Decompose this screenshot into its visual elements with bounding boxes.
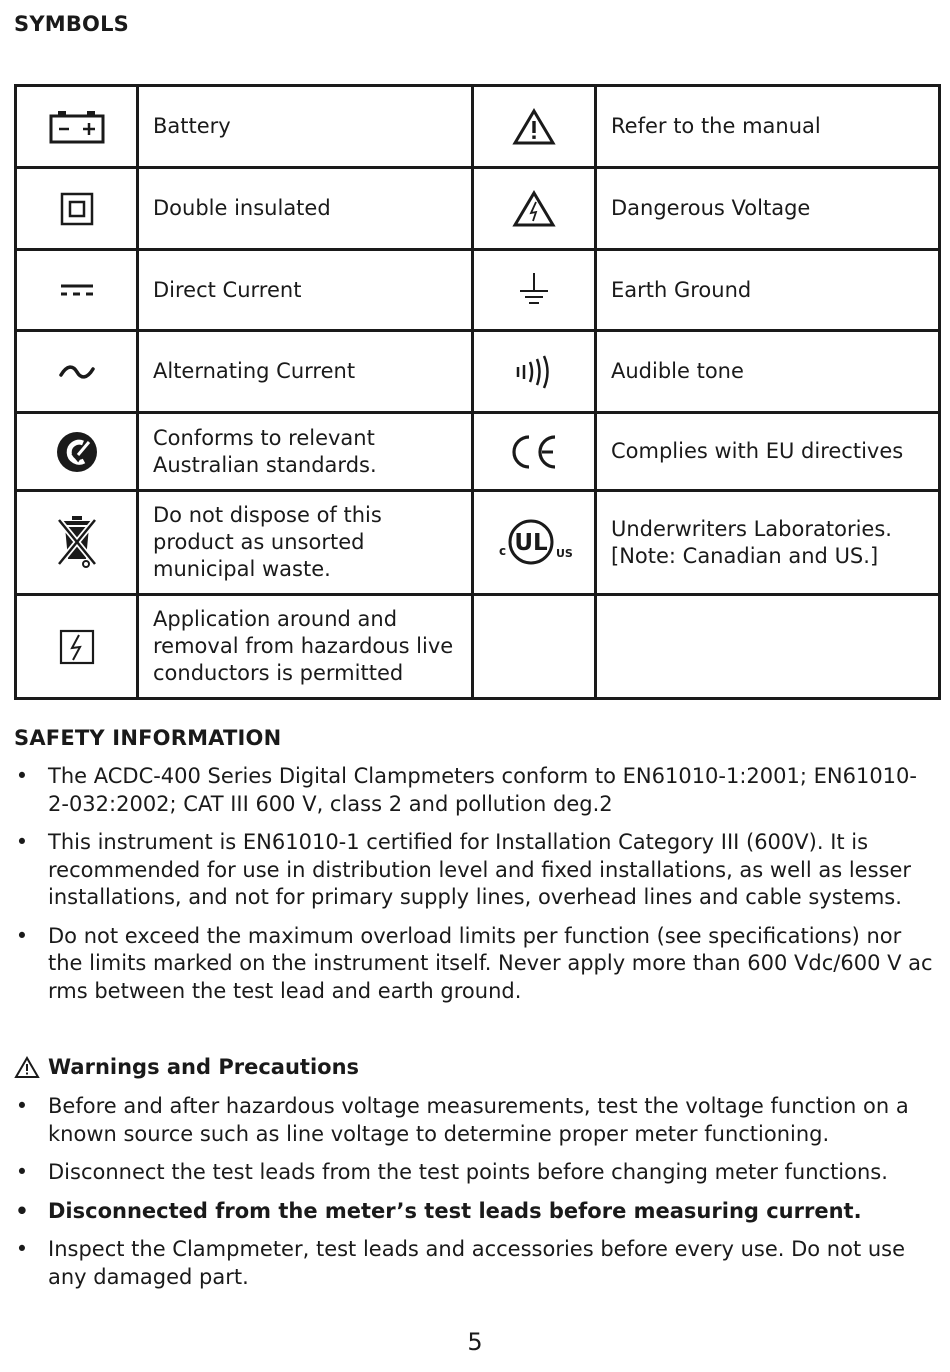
ul-mark-text: UL xyxy=(514,529,548,556)
symbol-label: Battery xyxy=(138,86,473,168)
bullet: • xyxy=(15,1094,29,1118)
list-item xyxy=(14,763,934,818)
ce-mark-icon xyxy=(473,413,596,491)
list-item-text: Disconnected from the meter’s test leads before measuring current. xyxy=(48,1198,862,1223)
list-item xyxy=(14,1198,934,1226)
symbol-label: Audible tone xyxy=(596,331,940,413)
symbol-label: Double insulated xyxy=(138,168,473,250)
bullet: • xyxy=(15,923,29,948)
symbol-label: Alternating Current xyxy=(138,331,473,413)
ul-us-text: US xyxy=(556,546,573,560)
symbol-row xyxy=(16,168,940,250)
bullet: • xyxy=(15,1198,29,1223)
symbol-label: Conforms to relevant Australian standards. xyxy=(138,413,473,491)
symbol-label: Do not dispose of this product as unsorted municipal waste. xyxy=(138,491,473,595)
empty-cell xyxy=(473,595,596,699)
warning-triangle-icon xyxy=(473,86,596,168)
symbol-row xyxy=(16,250,940,331)
list-item xyxy=(14,1093,934,1148)
ul-c-text: c xyxy=(499,543,507,558)
dangerous-voltage-icon xyxy=(473,168,596,250)
symbol-row xyxy=(16,331,940,413)
list-item-text: Inspect the Clampmeter, test leads and accessories before every use. Do not use any damaged part. xyxy=(48,1237,906,1289)
ul-mark-icon xyxy=(473,491,596,595)
list-item-text: Before and after hazardous voltage measurements, test the voltage function on a known source such as line voltage to determine proper meter functioning. xyxy=(48,1094,909,1146)
symbols-heading: SYMBOLS xyxy=(14,12,129,36)
bullet: • xyxy=(15,830,29,854)
list-item-text: This instrument is EN61010-1 certified for Installation Category III (600V). It is recommended for use in distribution level and fixed installations, as well as lesser installations, and not for primary supply lines, overhead lines and cable systems. xyxy=(48,830,912,909)
list-item xyxy=(14,829,934,912)
safety-list xyxy=(14,763,934,1016)
list-item-text: Disconnect the test leads from the test points before changing meter functions. xyxy=(48,1160,888,1184)
symbol-row xyxy=(16,86,940,168)
page-number: 5 xyxy=(467,1328,483,1356)
symbol-label: Refer to the manual xyxy=(596,86,940,168)
symbol-label: Earth Ground xyxy=(596,250,940,331)
earth-ground-icon xyxy=(473,250,596,331)
list-item xyxy=(14,1236,934,1291)
bullet: • xyxy=(15,1160,29,1184)
list-item xyxy=(14,1159,934,1187)
list-item-text: The ACDC-400 Series Digital Clampmeters conform to EN61010-1:2001; EN61010-2-032:2002; CAT III 600 V, class 2 and pollution deg.2 xyxy=(48,764,917,816)
c-tick-icon xyxy=(16,413,138,491)
safety-heading: SAFETY INFORMATION xyxy=(14,726,282,750)
direct-current-icon xyxy=(16,250,138,331)
empty-cell xyxy=(596,595,940,699)
symbol-label: Direct Current xyxy=(138,250,473,331)
bullet: • xyxy=(15,764,29,788)
audible-tone-icon xyxy=(473,331,596,413)
bullet: • xyxy=(15,1237,29,1261)
symbol-row xyxy=(16,595,940,699)
live-conductor-icon xyxy=(16,595,138,699)
warning-triangle-icon xyxy=(14,1056,40,1079)
symbol-label: Application around and removal from hazardous live conductors is permitted xyxy=(138,595,473,699)
symbol-label: Underwriters Laboratories. [Note: Canadian and US.] xyxy=(596,491,940,595)
symbol-row xyxy=(16,491,940,595)
list-item-text: Do not exceed the maximum overload limits per function (see specifications) nor the limits marked on the instrument itself. Never apply more than 600 Vdc/600 V ac rms between the test lead and earth ground. xyxy=(48,923,933,1003)
symbols-table xyxy=(14,84,941,700)
list-item xyxy=(14,923,934,1006)
warnings-heading-text: Warnings and Precautions xyxy=(48,1055,360,1079)
symbol-row xyxy=(16,413,940,491)
battery-icon xyxy=(16,86,138,168)
double-insulated-icon xyxy=(16,168,138,250)
warnings-list xyxy=(14,1093,934,1302)
weee-bin-icon xyxy=(16,491,138,595)
symbol-label: Dangerous Voltage xyxy=(596,168,940,250)
symbol-label: Complies with EU directives xyxy=(596,413,940,491)
warnings-heading xyxy=(14,1055,359,1079)
alternating-current-icon xyxy=(16,331,138,413)
